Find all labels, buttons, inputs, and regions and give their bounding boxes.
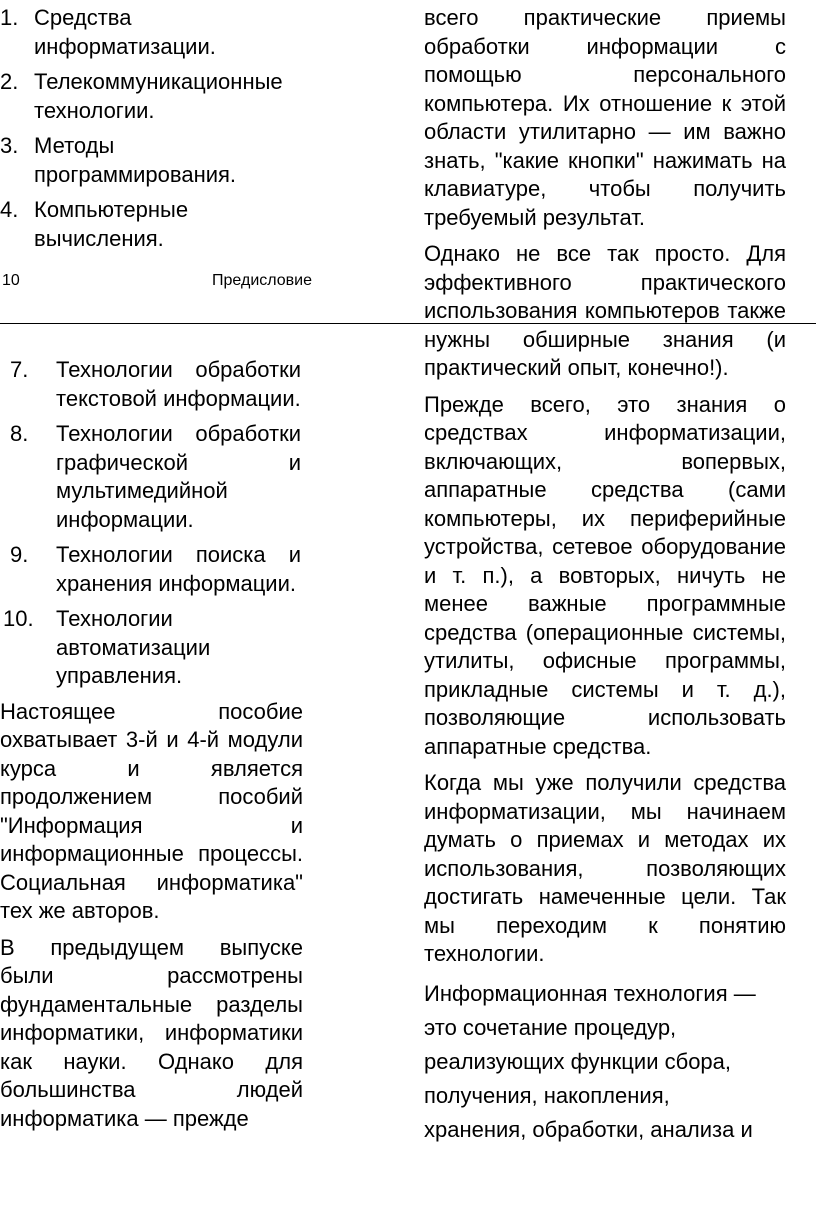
- list-text: Технологии обработки графической и мультимедийной информации.: [56, 421, 301, 532]
- list-number: 7.: [10, 357, 29, 382]
- right-column: [424, 4, 786, 1147]
- list-number: 9.: [10, 542, 29, 567]
- list-item: [0, 4, 300, 61]
- list-top: [0, 4, 300, 260]
- paragraph: Настоящее пособие охватывает 3-й и 4-й модули курса и является продолжением пособий "Информация и информационные процессы. Социальная информатика" тех же авторов.: [0, 698, 303, 923]
- list-item: [0, 605, 303, 691]
- paragraph: В предыдущем выпуске были рассмотрены фундаментальные разделы информатики, информатики как науки. Однако для большинства людей информатика — прежде: [0, 934, 303, 1131]
- list-item: [0, 541, 303, 598]
- text-line: реализующих функции сбора,: [424, 1048, 732, 1074]
- definition-paragraph: [424, 977, 786, 1147]
- list-text: Методы программирования.: [34, 133, 237, 187]
- paragraph: Прежде всего, это знания о средствах информатизации, включающих, вопервых, аппаратные средства (сами компьютеры, их периферийные устройства, сетевое оборудование и т. п.), а вовторых, ничуть не менее важные программные средства (операционные системы, утилиты, офисные программы, прикладные системы и т. д.), позволяющие использовать аппаратные средства.: [424, 391, 786, 759]
- paragraph: Однако не все так просто. Для эффективного практического использования компьютеров также нужны обширные знания (и практический опыт, конечно!).: [424, 241, 786, 380]
- list-number: 10.: [3, 606, 34, 631]
- list-item: [0, 132, 300, 189]
- list-number: 4.: [0, 197, 19, 222]
- text-line: это сочетание процедур,: [424, 1014, 677, 1040]
- left-column: [0, 356, 303, 1141]
- list-item: [0, 420, 303, 534]
- list-text: Технологии обработки текстовой информации.: [56, 357, 301, 411]
- list-number: 3.: [0, 133, 19, 158]
- list-item: [0, 68, 300, 125]
- list-text: Технологии поиска и хранения информации.: [56, 542, 301, 596]
- list-text: Телекоммуникационные технологии.: [34, 69, 283, 123]
- text-line: хранения, обработки, анализа и: [424, 1116, 753, 1142]
- list-item: [0, 196, 300, 253]
- list-number: 8.: [10, 421, 29, 446]
- section-title: Предисловие: [212, 272, 312, 289]
- page-number: 10: [2, 272, 20, 289]
- list-text: Компьютерные вычисления.: [34, 197, 189, 251]
- list-number: 2.: [0, 69, 19, 94]
- list-bottom: [0, 356, 303, 691]
- text-line: Информационная технология —: [424, 980, 756, 1006]
- list-text: Технологии автоматизации управления.: [56, 606, 211, 688]
- text-line: получения, накопления,: [424, 1082, 670, 1108]
- list-number: 1.: [0, 5, 19, 30]
- paragraph: Когда мы уже получили средства информатизации, мы начинаем думать о приемах и методах их использования, позволяющих достигать намеченные цели. Так мы переходим к понятию технологии.: [424, 770, 786, 966]
- list-text: Средства информатизации.: [34, 5, 216, 59]
- list-item: [0, 356, 303, 413]
- paragraph: всего практические приемы обработки информации с помощью персонального компьютера. Их отношение к этой области утилитарно — им важно знать, "какие кнопки" нажимать на клавиатуре, чтобы получить требуемый результат.: [424, 5, 786, 230]
